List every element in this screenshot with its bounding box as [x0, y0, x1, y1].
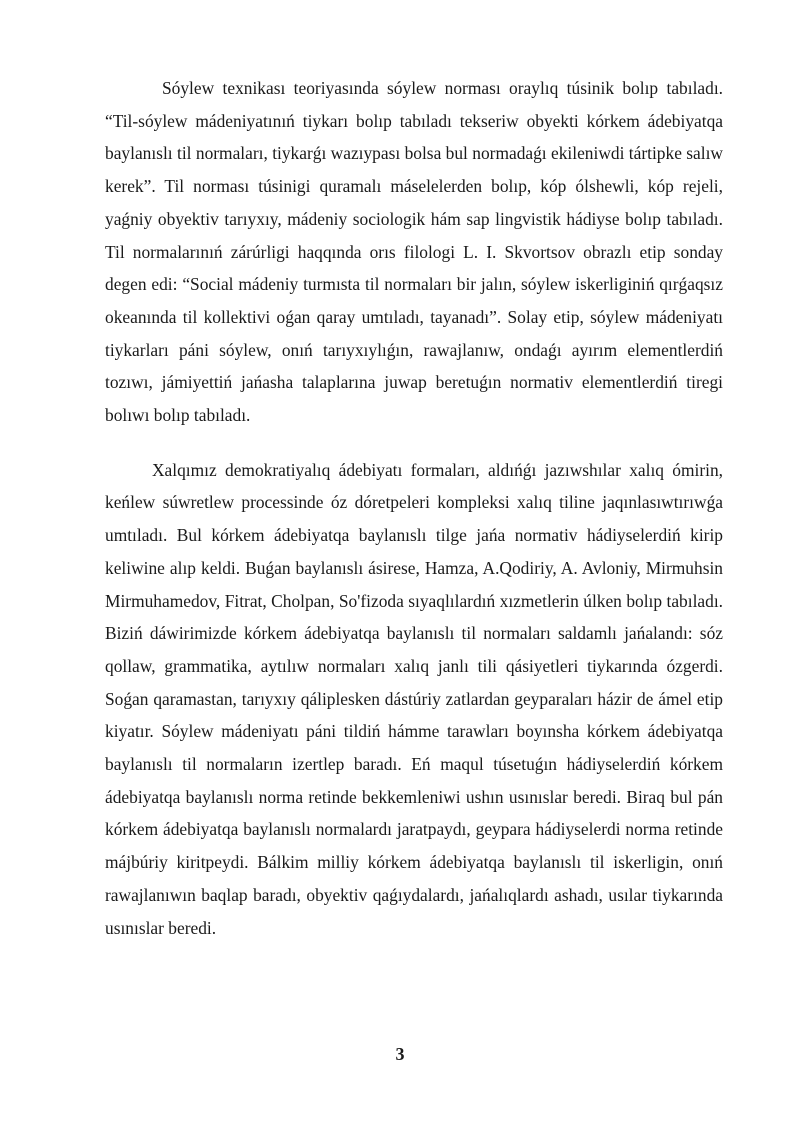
page-body	[105, 72, 723, 944]
paragraph-2: Xalqımız demokratiyalıq ádebiyatı formaları, aldıńǵı jazıwshılar xalıq ómirin, keńlew súwretlew processinde óz dóretpeleri kompleksi xalıq tiline jaqınlasıwtırıwǵa umtıladı. Bul kórkem ádebiyatqa baylanıslı tilge jańa normativ hádiyselerdiń kirip keliwine alıp keldi. Buǵan baylanıslı ásirese, Hamza, A.Qodiriy, A. Avloniy, Mirmuhsin Mirmuhamedov, Fitrat, Cholpan, So'fizoda sıyaqlılardıń xızmetlerin úlken bolıp tabıladı. Biziń dáwirimizde kórkem ádebiyatqa baylanıslı til normaları saldamlı jańalandı: sóz qollaw, grammatika, aytılıw normaları xalıq janlı tili qásiyetleri tiykarında ózgerdi. Soǵan qaramastan, tarıyxıy qáliplesken dástúriy zatlardan geyparaları házir de ámel etip kiyatır. Sóylew mádeniyatı páni tildiń hámme tarawları boyınsha kórkem ádebiyatqa baylanıslı til normaların izertlep baradı. Eń maqul túsetuǵın hádiyselerdiń kórkem ádebiyatqa baylanıslı norma retinde bekkemleniwi ushın usınıslar beredi. Biraq bul pán kórkem ádebiyatqa baylanıslı normalardı jaratpaydı, geypara hádiyselerdi norma retinde májbúriy kiritpeydi. Bálkim milliy kórkem ádebiyatqa baylanıslı til iskerligin, onıń rawajlanıwın baqlap baradı, obyektiv qaǵıydalardı, jańalıqlardı ashadı, usılar tiykarında usınıslar beredi.	[105, 459, 723, 938]
paragraph-1: Sóylew texnikası teoriyasında sóylew norması oraylıq túsinik bolıp tabıladı. “Til-sóylew mádeniyatınıń tiykarı bolıp tabıladı tekseriw obyekti kórkem ádebiyatqa baylanıslı til normaları, tiykarǵı wazıypası bolsa bul normadaǵı ekileniwdi tártipke salıw kerek”. Til norması túsinigi quramalı máselelerden bolıp, kóp ólshewli, kóp rejeli, yaǵniy obyektiv tarıyxıy, mádeniy sociologik hám sap lingvistik hádiyse bolıp tabıladı. Til normalarınıń zárúrligi haqqında orıs filologi L. I. Skvortsov obrazlı etip sonday degen edi: “Social mádeniy turmısta til normaları bir jalın, sóylew iskerliginiń qırǵaqsız okeanında til kollektivi oǵan qaray umtıladı, tayanadı”. Solay etip, sóylew mádeniyatı tiykarları páni sóylew, onıń tarıyxıylıǵın, rawajlanıw, ondaǵı ayırım elementlerdiń tozıwı, jámiyettiń jańasha talaplarına juwap beretuǵın normativ elementlerdiń tiregi bolıwı bolıp tabıladı.	[105, 78, 723, 426]
page-number: 3	[395, 1044, 405, 1064]
